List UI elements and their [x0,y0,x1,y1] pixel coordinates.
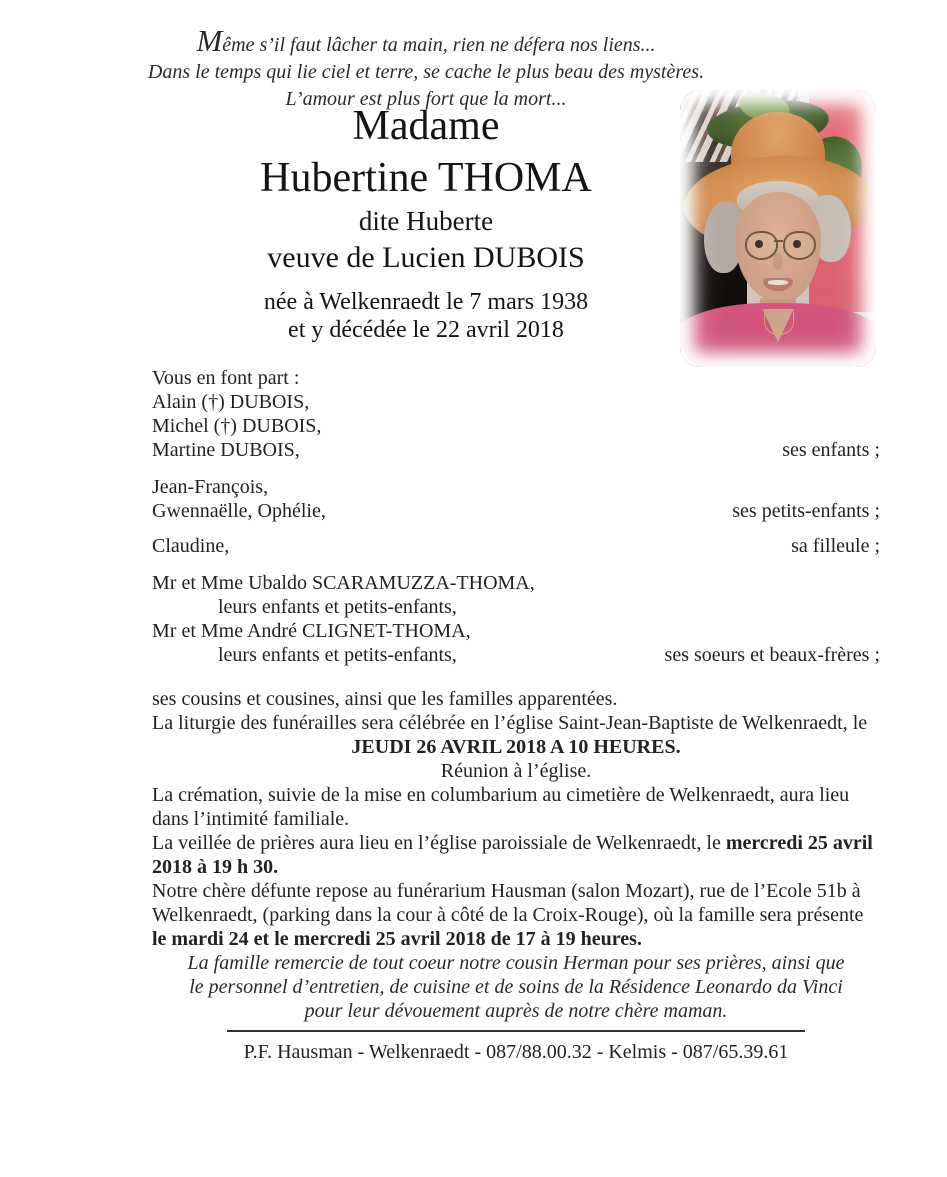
family-member-line: Gwennaëlle, Ophélie, [152,500,326,522]
relation-label: ses petits-enfants ; [732,500,880,522]
deceased-name: Hubertine THOMA [260,155,592,201]
vigil-text: La veillée de prières aura lieu en l’église paroissiale de Welkenraedt, le [152,832,726,854]
family-group-sisters [152,571,880,667]
family-group-grandchildren [152,475,880,523]
family-member-lines [152,390,321,462]
deceased-alias: dite Huberte [358,206,494,236]
title-block [0,100,852,344]
family-group-goddaughter [152,534,880,558]
repose-text: Notre chère défunte repose au funérarium Hausman (salon Mozart), rue de l’Ecole 51b à Welkenraedt, (parking dans la cour à côté de la Croix-Rouge), où la famille sera présente [152,880,864,926]
birth-line: née à Welkenraedt le 7 mars 1938 [263,289,589,315]
cousins-line: ses cousins et cousines, ainsi que les familles apparentées. [152,688,618,710]
funeral-date-line: JEUDI 26 AVRIL 2018 A 10 HEURES. [351,736,681,758]
family-member-line: Martine DUBOIS, [152,439,300,461]
relation-label: ses soeurs et beaux-frères ; [664,644,880,666]
liturgy-line: La liturgie des funérailles sera célébrée en l’église Saint-Jean-Baptiste de Welkenraedt, le [152,712,868,734]
quote-line-1 [0,23,852,59]
family-member-line: Alain (†) DUBOIS, [152,391,310,413]
announcement-intro: Vous en font part : [152,367,300,389]
relation-label: sa filleule ; [791,535,880,557]
announcement-body [152,366,880,1064]
family-member-line: Mr et Mme Ubaldo SCARAMUZZA-THOMA, [152,572,535,594]
funeral-home-footer: P.F. Hausman - Welkenraedt - 087/88.00.32 - Kelmis - 087/65.39.61 [243,1041,789,1063]
meeting-line: Réunion à l’église. [440,760,592,782]
deceased-widow-line: veuve de Lucien DUBOIS [267,241,585,274]
family-member-lines [152,571,535,667]
family-member-line: Claudine, [152,535,230,557]
quote-drop-cap: M [196,23,223,58]
cremation-paragraph: La crémation, suivie de la mise en columbarium au cimetière de Welkenraedt, aura lieu dans l’intimité familiale. [152,784,850,830]
family-member-line: Jean-François, [152,476,269,498]
family-member-line: Mr et Mme André CLIGNET-THOMA, [152,620,471,642]
family-member-lines [152,534,229,558]
family-member-line: leurs enfants et petits-enfants, [218,644,457,666]
family-member-line: leurs enfants et petits-enfants, [218,596,457,618]
repose-dates-bold: le mardi 24 et le mercredi 25 avril 2018 de 17 à 19 heures. [152,928,642,950]
vigil-date-bold: mercredi 25 avril 2018 à 19 h 30. [152,832,873,878]
death-line: et y décédée le 22 avril 2018 [288,317,564,343]
quote-line-2: Dans le temps qui lie ciel et terre, se cache le plus beau des mystères. [147,61,705,83]
repose-paragraph [152,879,880,951]
vigil-paragraph [152,831,880,879]
thanks-line-3: pour leur dévouement auprès de notre chère maman. [304,1000,728,1022]
quote-line-3: L’amour est plus fort que la mort... [285,88,567,110]
thanks-line-1: La famille remercie de tout coeur notre cousin Herman pour ses prières, ainsi que [187,952,845,974]
thanks-block [152,951,880,1023]
thanks-line-2: le personnel d’entretien, de cuisine et de soins de la Résidence Leonardo da Vinci [189,976,843,998]
quote-line-1-text: ême s’il faut lâcher ta main, rien ne défera nos liens... [222,34,656,56]
family-member-lines [152,475,326,523]
deceased-title: Madame [352,103,500,149]
family-group-children [152,390,880,462]
footer-divider [227,1030,805,1032]
relation-label: ses enfants ; [782,439,880,461]
family-member-line: Michel (†) DUBOIS, [152,415,322,437]
